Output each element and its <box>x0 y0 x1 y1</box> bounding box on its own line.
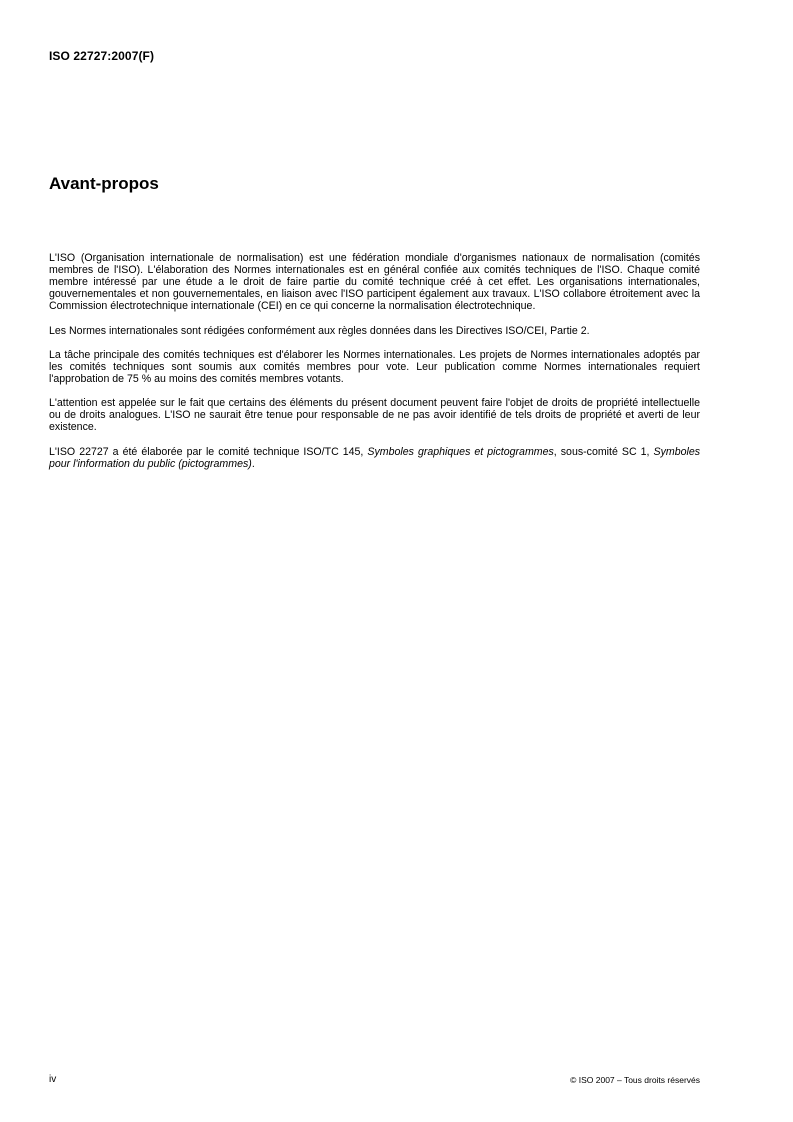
preparation-text-3: . <box>251 457 255 470</box>
preparation-text-2: , sous-comité SC 1, <box>553 445 654 458</box>
paragraph-directives: Les Normes internationales sont rédigées conformément aux règles données dans les Directives ISO/CEI, Partie 2. <box>49 324 590 337</box>
copyright-notice: © ISO 2007 – Tous droits réservés <box>570 1075 700 1085</box>
foreword-body <box>49 252 700 470</box>
preparation-text-1: L'ISO 22727 a été élaborée par le comité technique ISO/TC 145, <box>49 445 368 458</box>
committee-title: Symboles graphiques et pictogrammes <box>367 445 554 458</box>
paragraph-preparation <box>49 446 700 470</box>
page-number: iv <box>49 1074 57 1085</box>
paragraph-iso-organisation: L'ISO (Organisation internationale de normalisation) est une fédération mondiale d'organismes nationaux de normalisation (comités membres de l'ISO). L'élaboration des Normes internationales est en général confiée aux comités techniques de l'ISO. Chaque comité membre intéressé par une étude a le droit de faire partie du comité technique créé à cet effet. Les organisations internationales, gouvernementales et non gouvernementales, en liaison avec l'ISO participent également aux travaux. L'ISO collabore étroitement avec la Commission électrotechnique internationale (CEI) en ce qui concerne la normalisation électrotechnique. <box>49 252 700 313</box>
subcommittee-title: Symboles pour l'information du public (pictogrammes) <box>49 445 701 470</box>
paragraph-patent-rights: L'attention est appelée sur le fait que certains des éléments du présent document peuvent faire l'objet de droits de propriété intellectuelle ou de droits analogues. L'ISO ne saurait être tenue pour responsable de ne pas avoir identifié de tels droits de propriété et averti de leur existence. <box>49 397 700 434</box>
document-identifier: ISO 22727:2007(F) <box>49 49 155 63</box>
section-title: Avant-propos <box>49 174 159 193</box>
paragraph-technical-committees: La tâche principale des comités techniques est d'élaborer les Normes internationales. Les projets de Normes internationales adoptés par les comités techniques sont soumis aux comités membres pour vote. Leur publication comme Normes internationales requiert l'approbation de 75 % au moins des comités membres votants. <box>49 348 700 385</box>
